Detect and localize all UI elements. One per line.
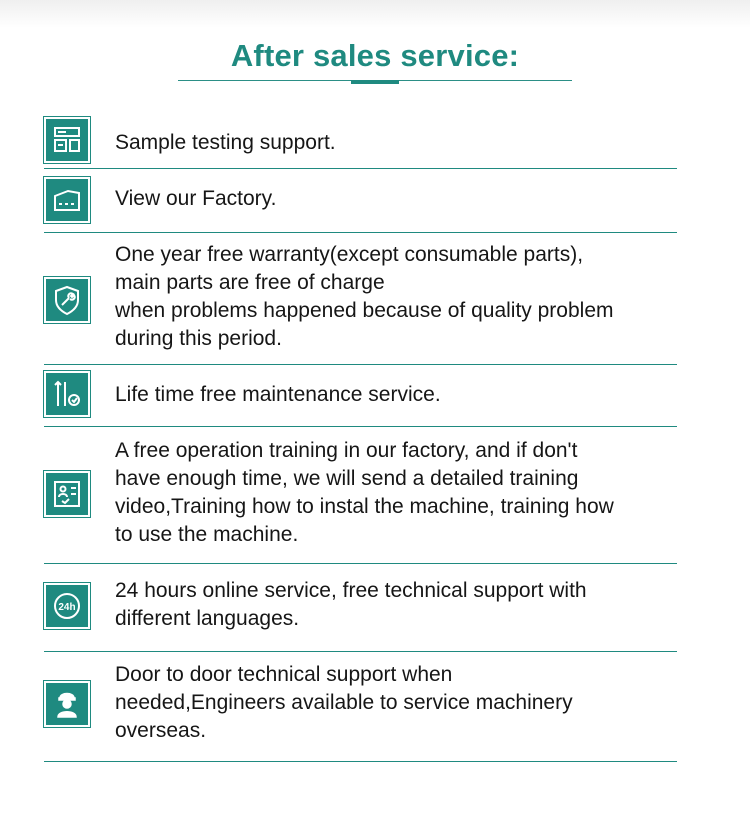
page-title: After sales service: [230,38,520,73]
row-divider [44,426,677,427]
title-accent-bar [351,80,399,84]
row-divider [44,651,677,652]
row-divider [44,761,677,762]
row-divider [44,168,677,169]
service-text-training: A free operation training in our factory, and if don't have enough time, we will send a detailed training video,Training how to instal the machine, training how to use the machine. [115,439,614,546]
row-divider [44,563,677,564]
24h-label: 24h [58,602,76,613]
service-text-warranty: One year free warranty(except consumable parts), main parts are free of charge when problems happened because of quality problem during this period. [115,243,614,350]
24h-clock-icon [44,583,90,629]
factory-icon [44,177,90,223]
service-text-engineer: Door to door technical support when needed,Engineers available to service machinery overseas. [115,663,573,742]
service-text-sample-testing: Sample testing support. [115,131,336,154]
service-text-factory: View our Factory. [115,187,277,210]
maintenance-tools-icon [44,371,90,417]
row-divider [44,232,677,233]
row-divider [44,364,677,365]
warranty-shield-icon [44,277,90,323]
service-text-24h: 24 hours online service, free technical support with different languages. [115,579,587,630]
sample-testing-icon [44,117,90,163]
engineer-icon [44,681,90,727]
service-text-maintenance: Life time free maintenance service. [115,383,441,406]
training-icon [44,471,90,517]
